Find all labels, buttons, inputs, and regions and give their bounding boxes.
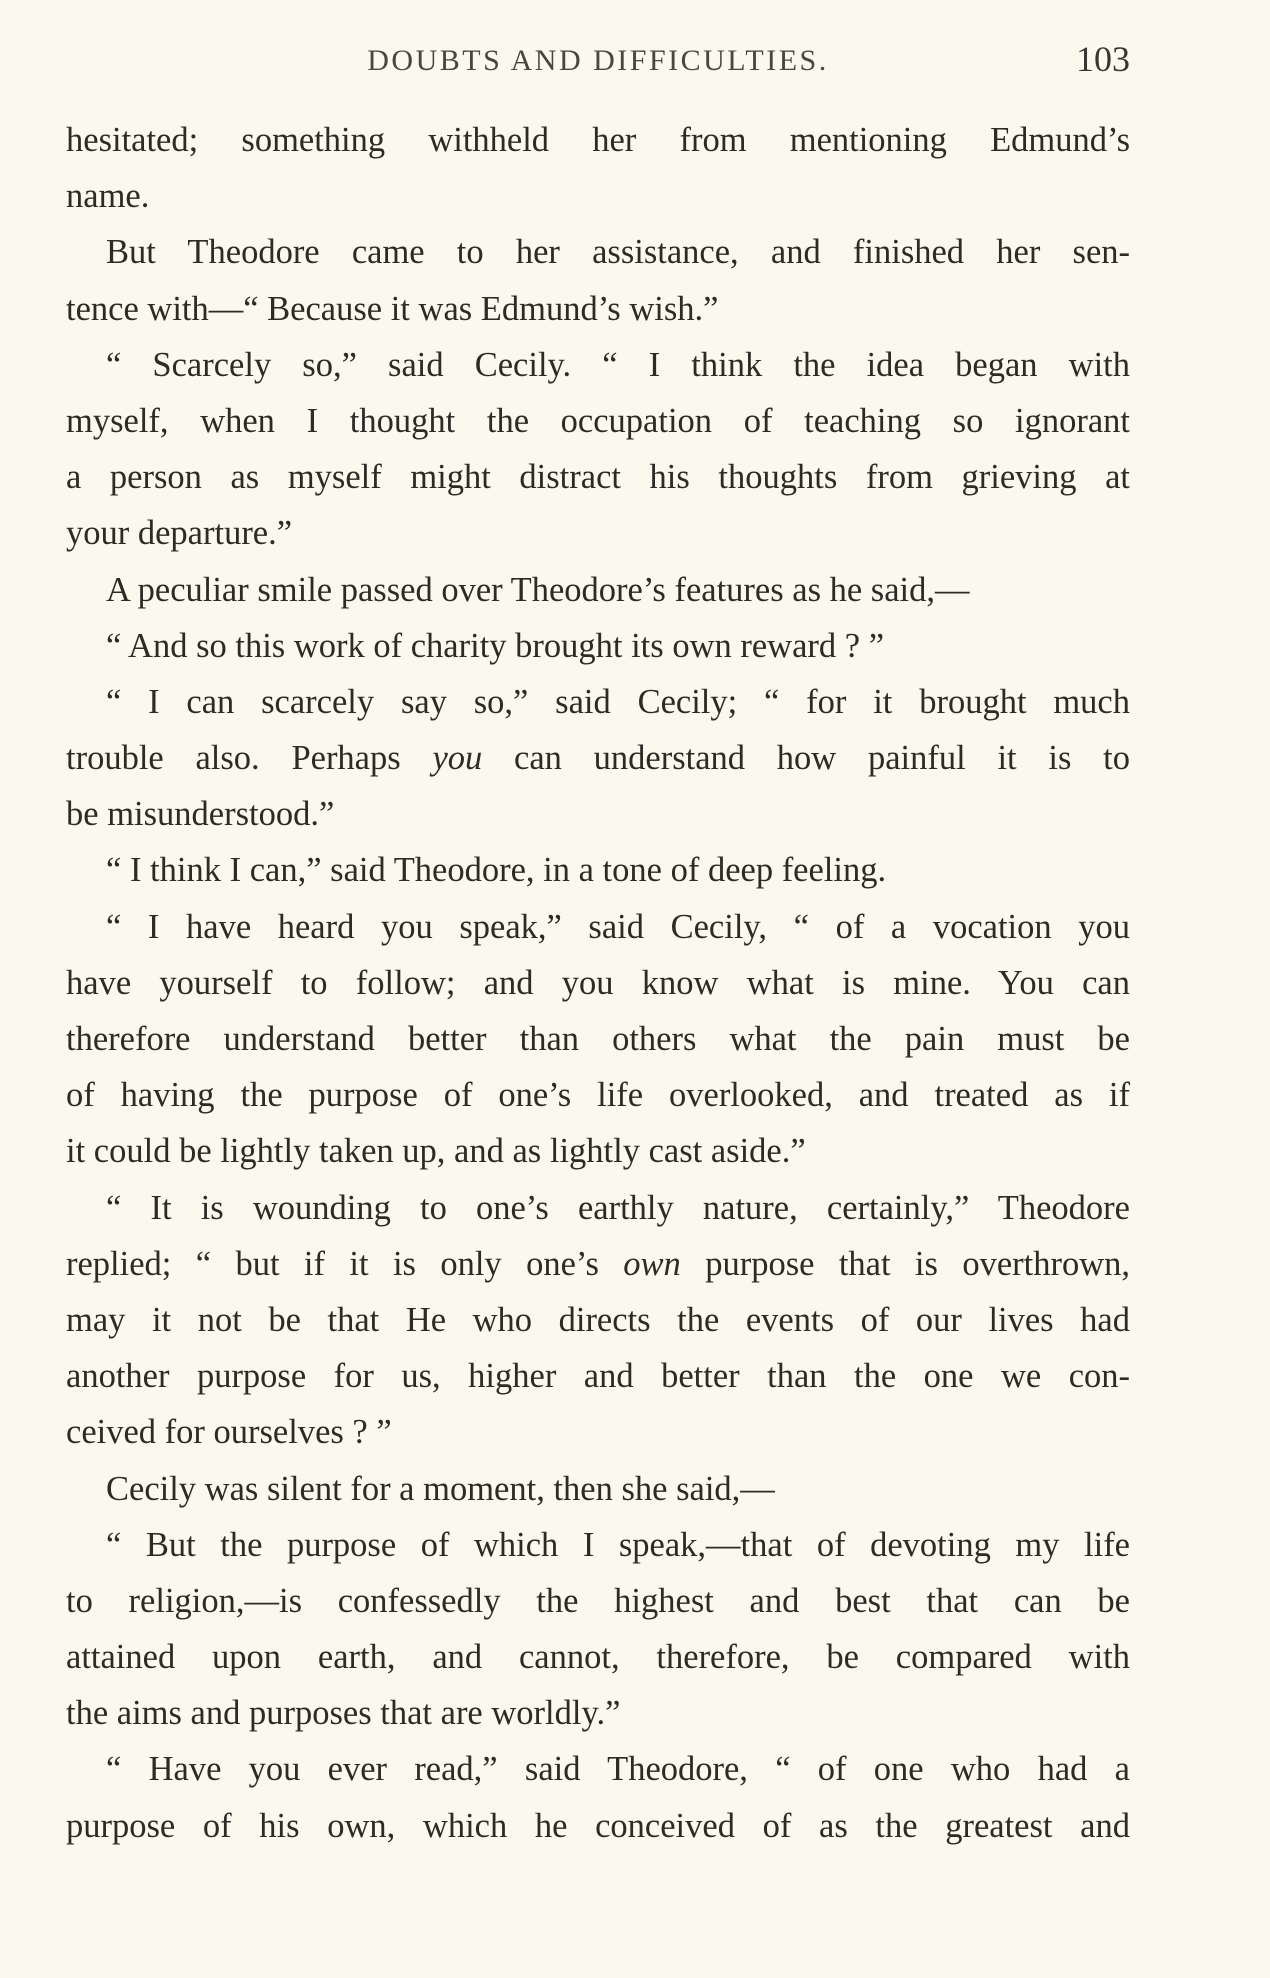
text-segment: may it not be that He who directs the events of our lives had — [66, 1300, 1130, 1339]
text-segment: of having the purpose of one’s life overlooked, and treated as if — [66, 1076, 1130, 1115]
text-segment: “ I have heard you speak,” said Cecily, “ of a vocation you — [106, 907, 1130, 946]
text-segment: “ I think I can,” said Theodore, in a tone of deep feeling. — [106, 851, 887, 890]
text-segment: replied; “ but if it is only one’s — [66, 1244, 624, 1283]
text-segment: tence with—“ Because it was Edmund’s wish.” — [66, 289, 719, 328]
text-segment: therefore understand better than others what the pain must be — [66, 1020, 1130, 1058]
page-header — [66, 38, 1130, 88]
text-line — [66, 618, 1130, 674]
text-segment: a person as myself might distract his thoughts from grieving at — [66, 458, 1130, 497]
text-segment: name. — [66, 177, 150, 216]
text-segment: “ I can scarcely say so,” said Cecily; “ for it brought much — [106, 682, 1130, 721]
text-line — [66, 1404, 1130, 1460]
text-line — [66, 337, 1130, 393]
text-line — [66, 674, 1130, 730]
text-line — [66, 281, 1130, 337]
italic-text-segment: own — [623, 1244, 681, 1283]
text-segment: A peculiar smile passed over Theodore’s features as he said,— — [106, 570, 970, 609]
text-segment: trouble also. Perhaps — [66, 739, 433, 778]
text-segment: the aims and purposes that are worldly.” — [66, 1694, 621, 1733]
text-line — [66, 730, 1130, 786]
text-segment: “ Have you ever read,” said Theodore, “ of one who had a — [106, 1750, 1130, 1789]
text-segment: “ But the purpose of which I speak,—that of devoting my life — [106, 1525, 1130, 1564]
text-line — [66, 1629, 1130, 1685]
text-line — [66, 1685, 1130, 1741]
text-line — [66, 449, 1130, 505]
text-segment: be misunderstood.” — [66, 795, 335, 834]
text-line — [66, 1798, 1130, 1854]
text-line — [66, 1011, 1130, 1067]
italic-text-segment: you — [432, 739, 483, 778]
text-segment: hesitated; something withheld her from mentioning Edmund’s — [66, 121, 1130, 159]
text-line — [66, 899, 1130, 955]
text-line — [66, 168, 1130, 224]
text-line — [66, 1461, 1130, 1517]
text-line — [66, 1067, 1130, 1123]
text-line — [66, 1123, 1130, 1179]
body-text — [66, 112, 1130, 1854]
text-line — [66, 1348, 1130, 1404]
text-segment: “ And so this work of charity brought its own reward ? ” — [106, 626, 885, 665]
text-line — [66, 224, 1130, 280]
text-segment: have yourself to follow; and you know what is mine. You can — [66, 963, 1130, 1002]
text-line — [66, 842, 1130, 898]
text-line — [66, 1236, 1130, 1292]
text-segment: purpose that is overthrown, — [680, 1244, 1131, 1283]
text-segment: ceived for ourselves ? ” — [66, 1413, 392, 1452]
text-segment: “ It is wounding to one’s earthly nature, certainly,” Theodore — [106, 1188, 1130, 1227]
text-line — [66, 1180, 1130, 1236]
text-segment: But Theodore came to her assistance, and finished her sen- — [106, 233, 1130, 272]
text-segment: your departure.” — [66, 514, 293, 553]
text-line — [66, 1517, 1130, 1573]
text-line — [66, 786, 1130, 842]
text-line — [66, 112, 1130, 168]
text-segment: to religion,—is confessedly the highest and best that can be — [66, 1581, 1130, 1620]
text-line — [66, 955, 1130, 1011]
text-segment: attained upon earth, and cannot, therefore, be compared with — [66, 1638, 1130, 1677]
text-line — [66, 1573, 1130, 1629]
text-segment: “ Scarcely so,” said Cecily. “ I think the idea began with — [106, 345, 1130, 384]
text-segment: myself, when I thought the occupation of teaching so ignorant — [66, 401, 1130, 440]
page-number: 103 — [1076, 39, 1130, 79]
running-head: DOUBTS AND DIFFICULTIES. — [367, 44, 829, 77]
text-line — [66, 1741, 1130, 1797]
text-segment: another purpose for us, higher and better than the one we con- — [66, 1357, 1130, 1396]
text-segment: it could be lightly taken up, and as lightly cast aside.” — [66, 1132, 806, 1171]
text-line — [66, 505, 1130, 561]
text-segment: Cecily was silent for a moment, then she said,— — [106, 1469, 775, 1508]
text-line — [66, 393, 1130, 449]
text-segment: purpose of his own, which he conceived of as the greatest and — [66, 1806, 1130, 1845]
text-line — [66, 1292, 1130, 1348]
text-segment: can understand how painful it is to — [482, 739, 1130, 778]
text-line — [66, 562, 1130, 618]
